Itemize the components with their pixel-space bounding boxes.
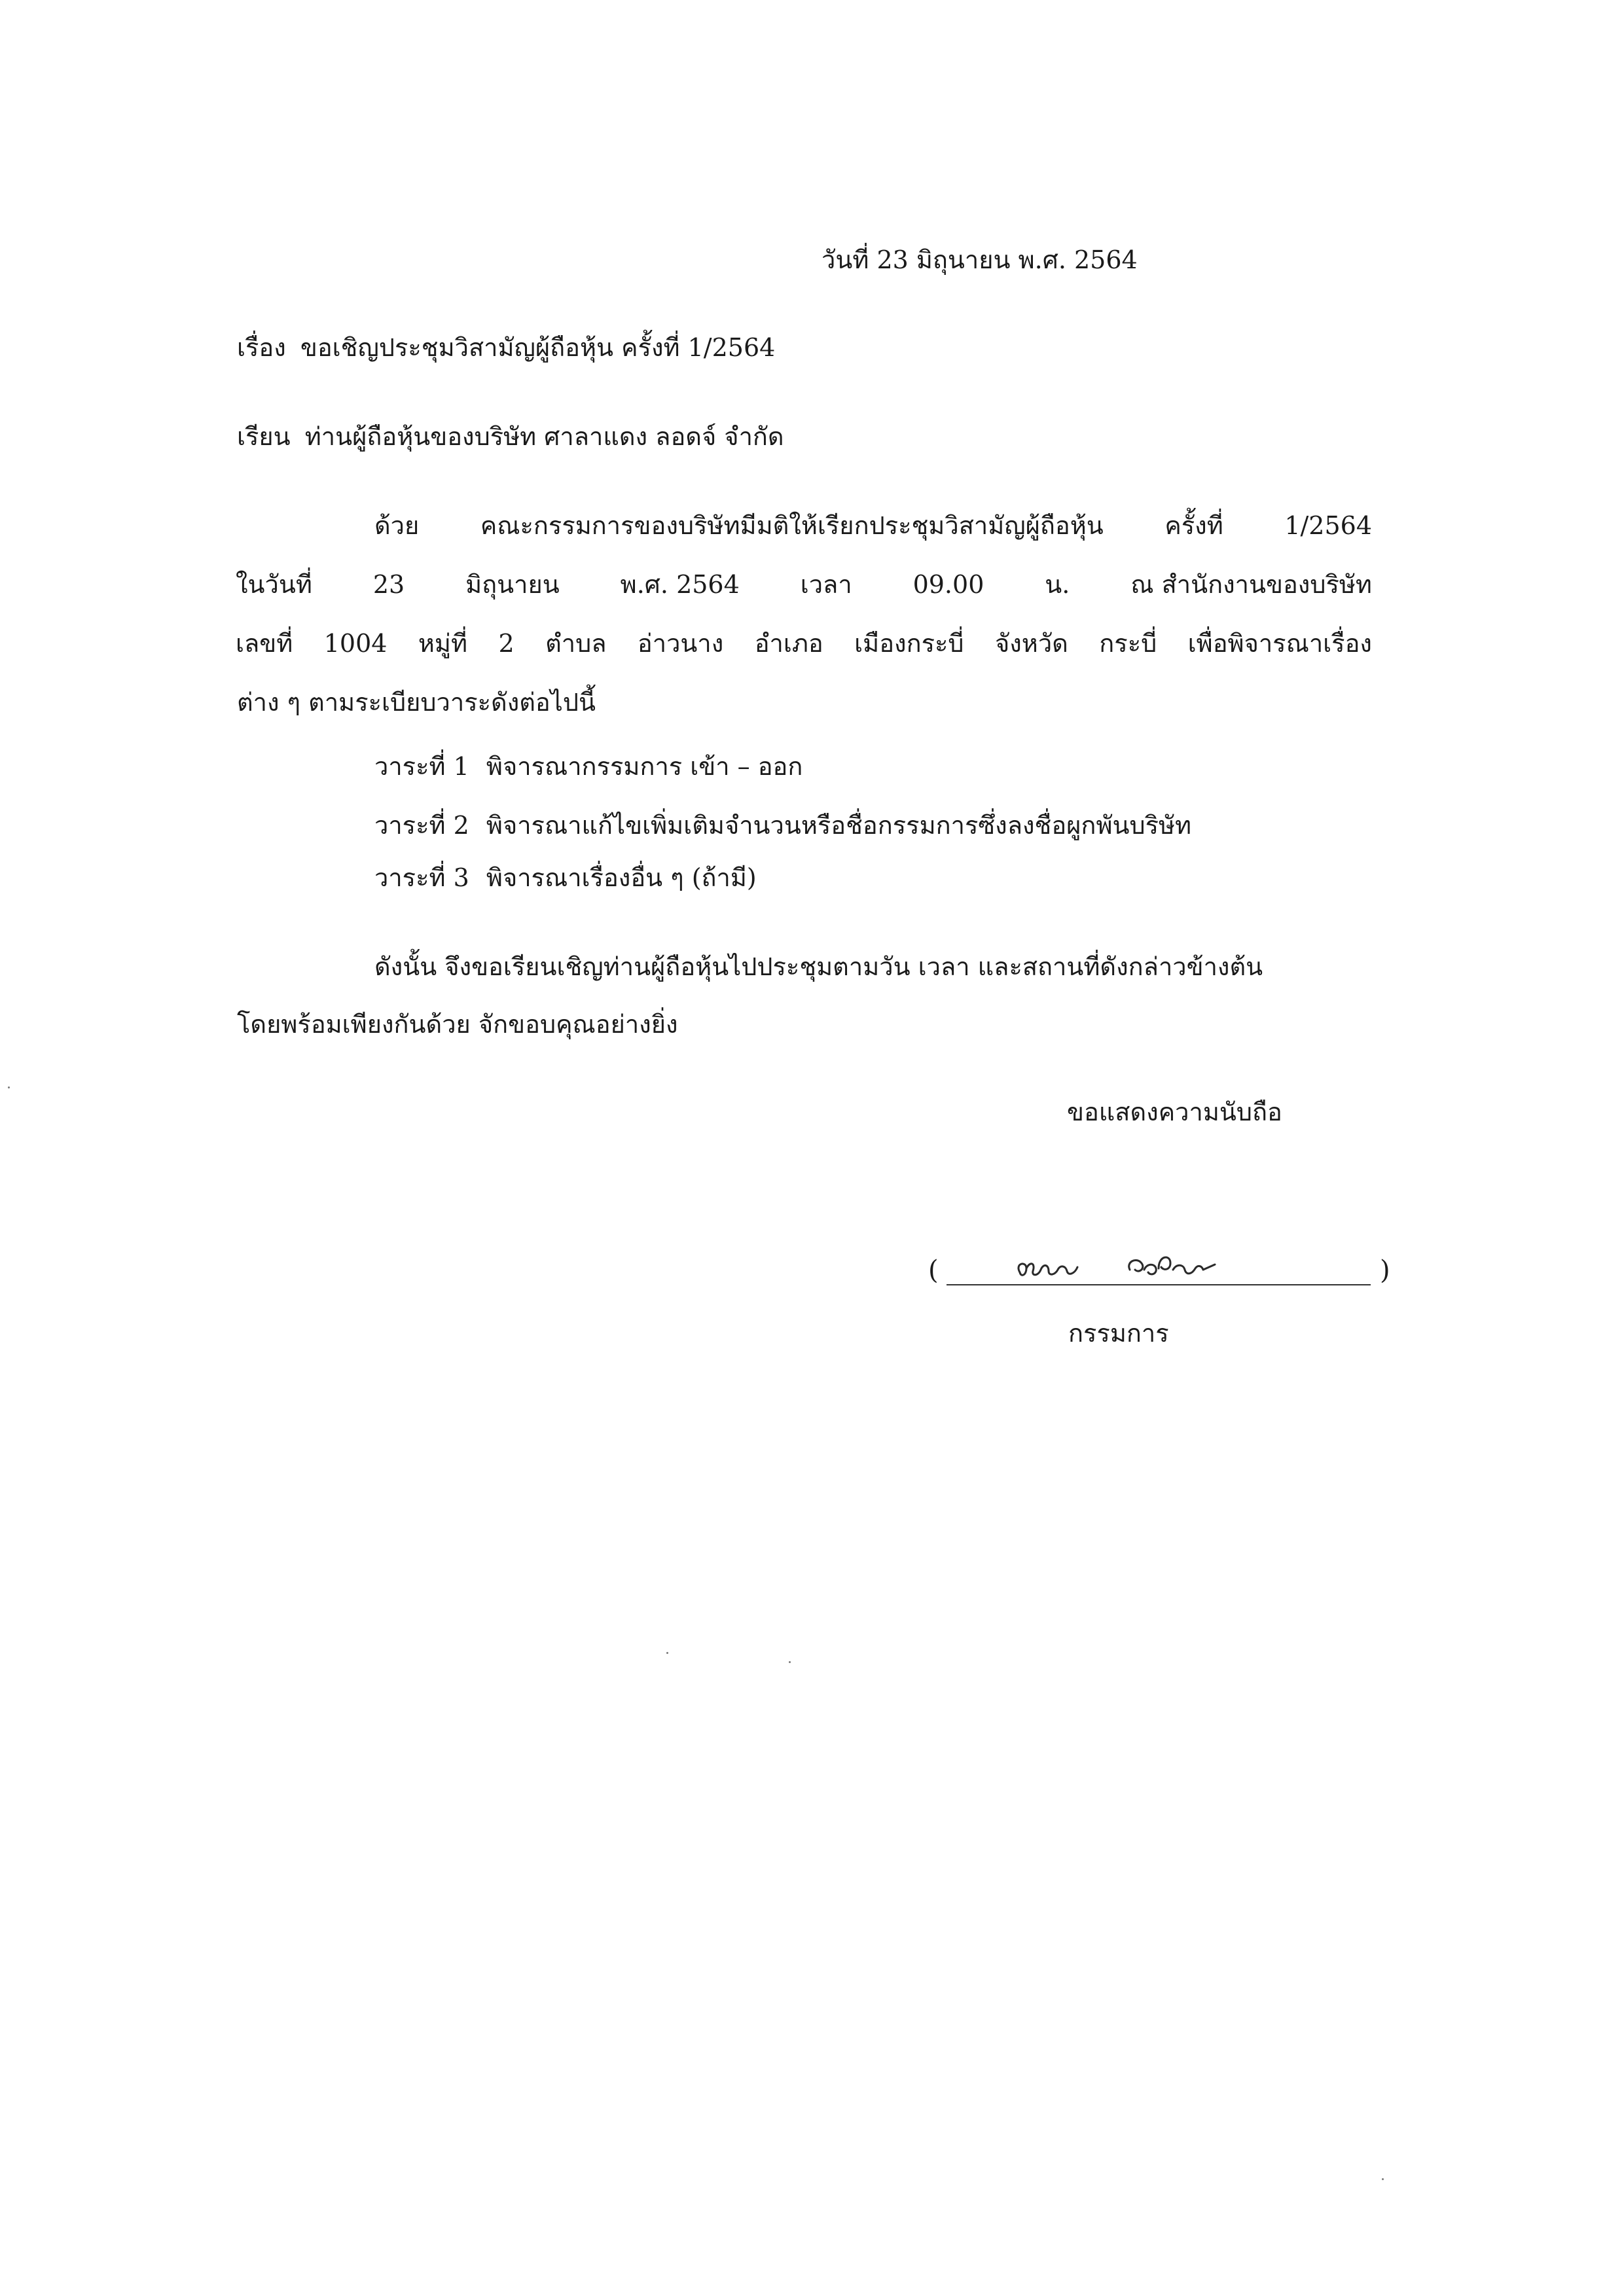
regards: ขอแสดงความนับถือ xyxy=(1067,1098,1282,1126)
signature-line xyxy=(947,1284,1371,1285)
closing-line-2: โดยพร้อมเพียงกันด้วย จักขอบคุณอย่างยิ่ง xyxy=(237,1010,678,1039)
signature-open-paren: ( xyxy=(928,1255,939,1285)
agenda-label: วาระที่ 2 xyxy=(374,811,469,840)
subject-label: เรื่อง xyxy=(237,333,286,362)
agenda-item-2 xyxy=(374,813,1191,838)
agenda-label: วาระที่ 1 xyxy=(374,752,469,781)
agenda-item-3 xyxy=(374,865,757,890)
signature-block xyxy=(928,1244,1388,1296)
agenda-item-1 xyxy=(374,754,803,779)
addressee-label: เรียน xyxy=(237,422,291,451)
addressee-line xyxy=(237,424,784,449)
date-line: วันที่ 23 มิถุนายน พ.ศ. 2564 xyxy=(821,245,1138,274)
agenda-text: พิจารณาเรื่องอื่น ๆ (ถ้ามี) xyxy=(486,863,757,892)
scan-speck xyxy=(1382,2178,1384,2180)
agenda-text: พิจารณากรรมการ เข้า – ออก xyxy=(486,752,803,781)
subject-text: ขอเชิญประชุมวิสามัญผู้ถือหุ้น ครั้งที่ 1/2564 xyxy=(300,333,776,362)
signatory-title: กรรมการ xyxy=(1068,1319,1169,1348)
scan-speck xyxy=(666,1652,668,1654)
addressee-text: ท่านผู้ถือหุ้นของบริษัท ศาลาแดง ลอดจ์ จำกัด xyxy=(304,422,784,451)
body-line-3: เลขที่ 1004 หมู่ที่ 2 ตำบล อ่าวนาง อำเภอ เมืองกระบี่ จังหวัด กระบี่ เพื่อพิจารณาเรื่อง xyxy=(236,629,1372,658)
signature-close-paren: ) xyxy=(1380,1255,1390,1285)
subject-line xyxy=(237,335,775,360)
body-line-1: ด้วย คณะกรรมการของบริษัทมีมติให้เรียกประชุมวิสามัญผู้ถือหุ้น ครั้งที่ 1/2564 xyxy=(374,511,1372,540)
handwritten-signature xyxy=(981,1244,1321,1289)
agenda-text: พิจารณาแก้ไขเพิ่มเติมจำนวนหรือชื่อกรรมการซึ่งลงชื่อผูกพันบริษัท xyxy=(486,811,1192,840)
body-line-4: ต่าง ๆ ตามระเบียบวาระดังต่อไปนี้ xyxy=(237,688,596,717)
closing-line-1: ดังนั้น จึงขอเรียนเชิญท่านผู้ถือหุ้นไปประชุมตามวัน เวลา และสถานที่ดังกล่าวข้างต้น xyxy=(374,952,1263,981)
agenda-label: วาระที่ 3 xyxy=(374,863,469,892)
scan-speck xyxy=(8,1086,10,1088)
scan-speck xyxy=(789,1661,791,1663)
body-line-2: ในวันที่ 23 มิถุนายน พ.ศ. 2564 เวลา 09.00 น. ณ สำนักงานของบริษัท xyxy=(236,570,1372,599)
